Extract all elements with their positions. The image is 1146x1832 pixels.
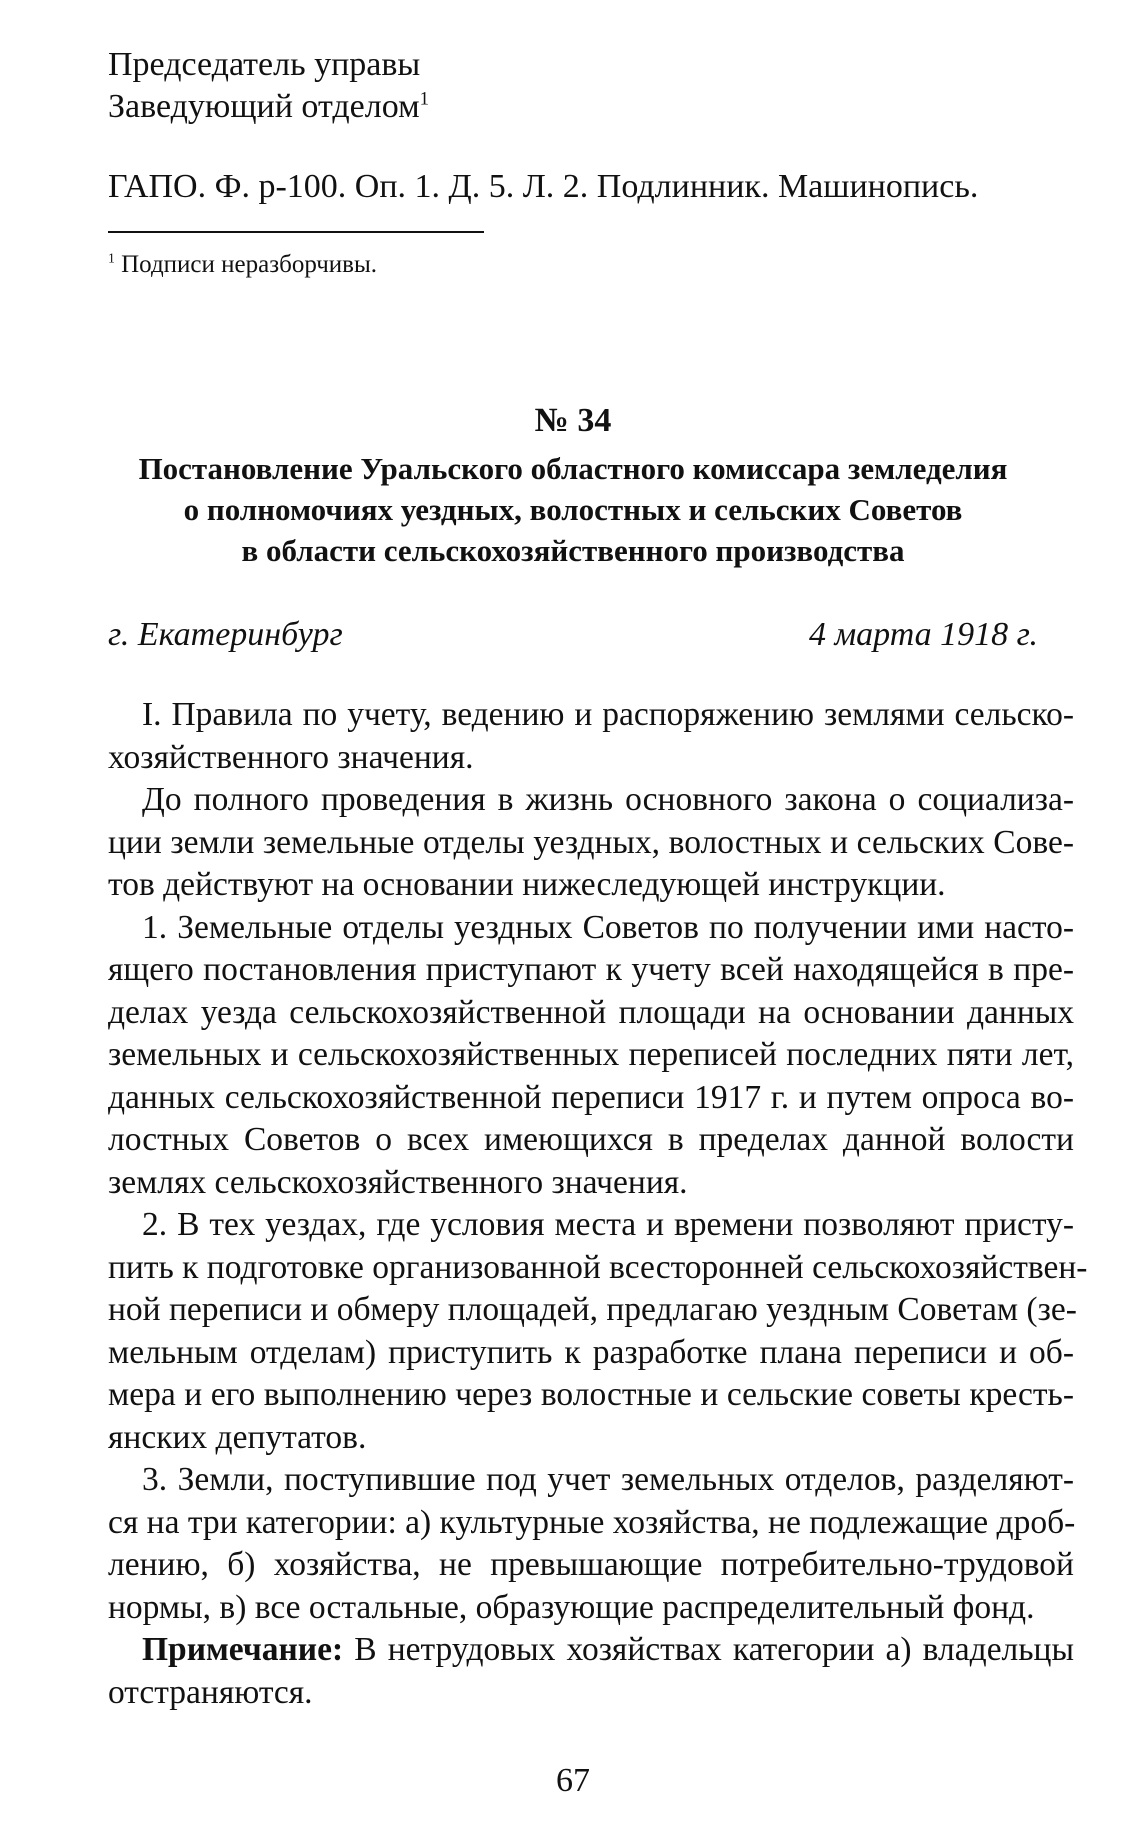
body-line: янских депутатов.: [108, 1418, 367, 1456]
body-line: хозяйственного значения.: [108, 738, 474, 776]
archive-reference: ГАПО. Ф. р-100. Оп. 1. Д. 5. Л. 2. Подлинник. Машинопись.: [108, 168, 979, 205]
body-line: делах уезда сельскохозяйственной площади на основании данных: [108, 993, 1074, 1031]
signature-block: [108, 44, 429, 128]
footnote: [108, 251, 377, 279]
body-line: данных сельскохозяйственной переписи 1917 г. и путем опроса во-: [108, 1078, 1074, 1116]
body-line: ся на три категории: а) культурные хозяйства, не подлежащие дроб-: [108, 1503, 1076, 1541]
body-line: 2. В тех уездах, где условия места и времени позволяют присту-: [142, 1206, 1074, 1243]
signature-head-of-department: Заведующий отделом$^1$: [108, 88, 429, 125]
document-place: г. Екатеринбург: [108, 616, 343, 653]
note-label: Примечание:: [142, 1631, 344, 1668]
title-line: Постановление Уральского областного комиссара земледелия: [138, 451, 1008, 486]
body-line: тов действуют на основании нижеследующей инструкции.: [108, 866, 946, 903]
body-line: нормы, в) все остальные, образующие распределительный фонд.: [108, 1588, 1035, 1626]
note-line-end: отстраняются.: [108, 1673, 313, 1711]
body-line: 3. Земли, поступившие под учет земельных отделов, разделяют-: [142, 1461, 1074, 1498]
body-line: лостных Советов о всех имеющихся в пределах данной волости: [108, 1121, 1074, 1158]
body-line: До полного проведения в жизнь основного закона о социализа-: [142, 781, 1074, 818]
note-line: [108, 1629, 1074, 1672]
body-line: ции земли земельные отделы уездных, волостных и сельских Сове-: [108, 823, 1074, 861]
footnote-marker: 1: [419, 88, 429, 110]
body-line: земельных и сельскохозяйственных переписей последних пяти лет,: [108, 1036, 1074, 1073]
body-line: мельным отделам) приступить к разработке плана переписи и об-: [108, 1333, 1074, 1371]
document-title: [60, 448, 1086, 571]
title-line: о полномочиях уездных, волостных и сельских Советов: [183, 492, 963, 527]
body-line: землях сельскохозяйственного значения.: [108, 1163, 688, 1201]
document-number: № 34: [534, 402, 612, 439]
body-line: ящего постановления приступают к учету всей находящейся в пре-: [108, 951, 1074, 988]
document-body: [108, 694, 1088, 1714]
note-text: В нетрудовых хозяйствах категории а) владельцы: [343, 1631, 1074, 1668]
footnote-number: 1: [108, 250, 115, 266]
page-number: 67: [556, 1762, 590, 1799]
body-line: I. Правила по учету, ведению и распоряжению землями сельско-: [142, 696, 1074, 733]
body-line: мера и его выполнению через волостные и сельские советы кресть-: [108, 1376, 1074, 1413]
body-line: пить к подготовке организованной всесторонней сельскохозяйствен-: [108, 1248, 1088, 1286]
title-line: в области сельскохозяйственного производства: [241, 533, 905, 568]
body-line: 1. Земельные отделы уездных Советов по получении ими насто-: [142, 908, 1074, 946]
footnote-text: Подписи неразборчивы.: [121, 251, 378, 278]
body-line: ной переписи и обмеру площадей, предлагаю уездным Советам (зе-: [108, 1291, 1077, 1328]
footnote-divider: [108, 231, 484, 233]
signature-chairman: Председатель управы: [108, 46, 421, 83]
body-line: лению, б) хозяйства, не превышающие потребительно-трудовой: [108, 1546, 1074, 1583]
document-date: 4 марта 1918 г.: [808, 616, 1038, 653]
